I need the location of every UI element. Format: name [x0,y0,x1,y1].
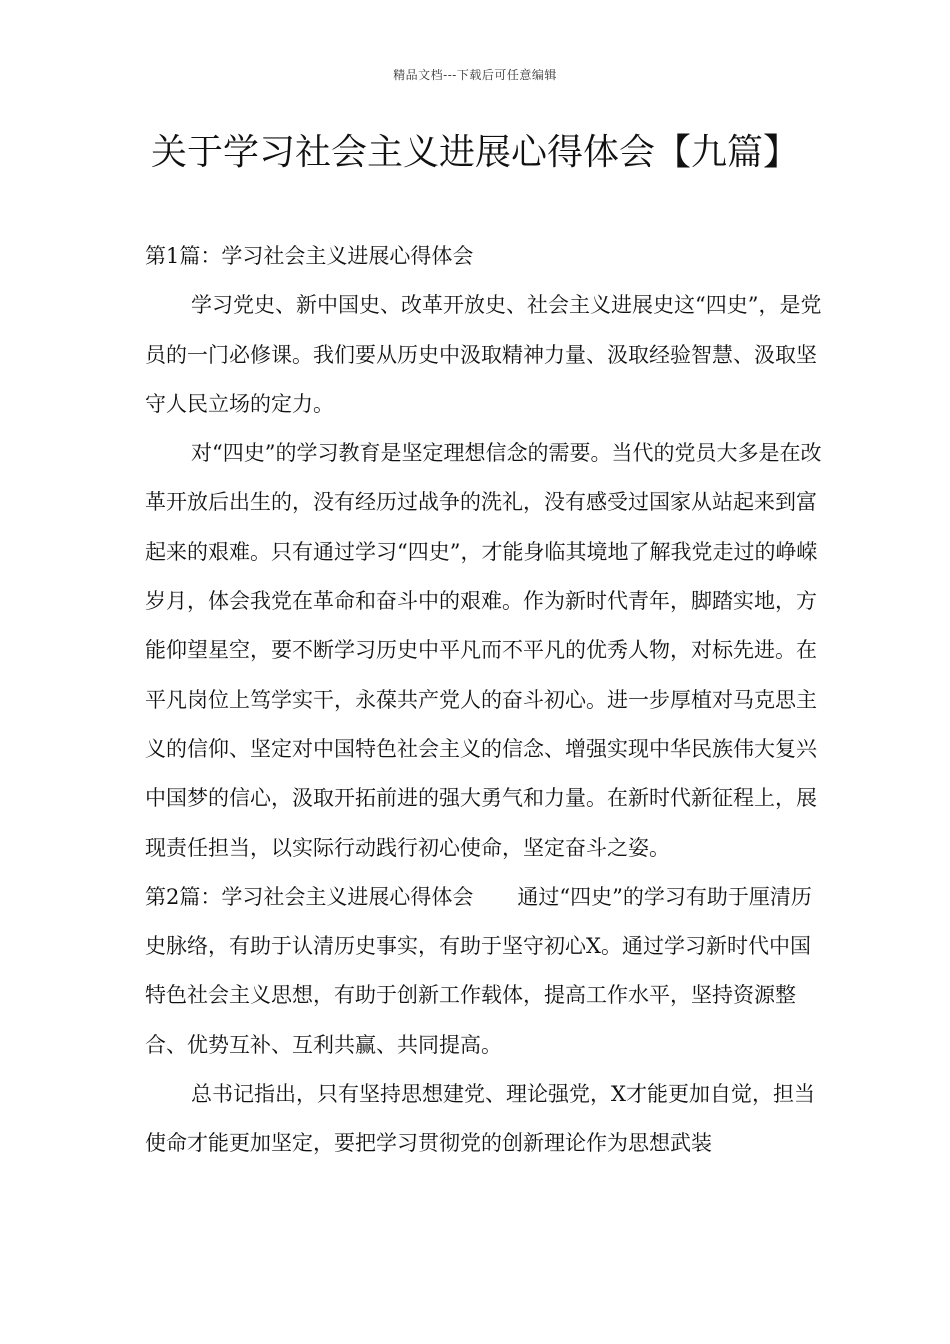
section-2-block [145,873,825,1070]
section-2-paragraph-1: 总书记指出，只有坚持思想建党、理论强党，X才能更加自觉，担当使命才能更加坚定，要把学习贯彻党的创新理论作为思想武装 [145,1082,815,1156]
section-2-inline-text: 通过“四史”的学习有助于厘清历史脉络，有助于认清历史事实，有助于坚守初心X。通过学习新时代中国特色社会主义思想，有助于创新工作载体，提高工作水平，坚持资源整合、优势互补、互利共赢、共同提高。 [145,884,812,1057]
section-2-heading: 第2篇：学习社会主义进展心得体会 [145,884,474,909]
section-1-heading: 第1篇：学习社会主义进展心得体会 [145,244,474,268]
header-note: 精品文档---下载后可任意编辑 [393,68,557,82]
section-1-paragraph-2: 对“四史”的学习教育是坚定理想信念的需要。当代的党员大多是在改革开放后出生的，没有经历过战争的洗礼，没有感受过国家从站起来到富起来的艰难。只有通过学习“四史”，才能身临其境地了解我党走过的峥嵘岁月，体会我党在革命和奋斗中的艰难。作为新时代青年，脚踏实地，方能仰望星空，要不断学习历史中平凡而不平凡的优秀人物，对标先进。在平凡岗位上笃学实干，永葆共产党人的奋斗初心。进一步厚植对马克思主义的信仰、坚定对中国特色社会主义的信念、增强实现中华民族伟大复兴中国梦的信心，汲取开拓前进的强大勇气和力量。在新时代新征程上，展现责任担当，以实际行动践行初心使命，坚定奋斗之姿。 [145,441,822,860]
document-body [145,232,825,1169]
section-1-paragraph-1: 学习党史、新中国史、改革开放史、社会主义进展史这“四史”，是党员的一门必修课。我们要从历史中汲取精神力量、汲取经验智慧、汲取坚守人民立场的定力。 [145,293,822,416]
document-title: 关于学习社会主义进展心得体会【九篇】 [150,132,799,173]
